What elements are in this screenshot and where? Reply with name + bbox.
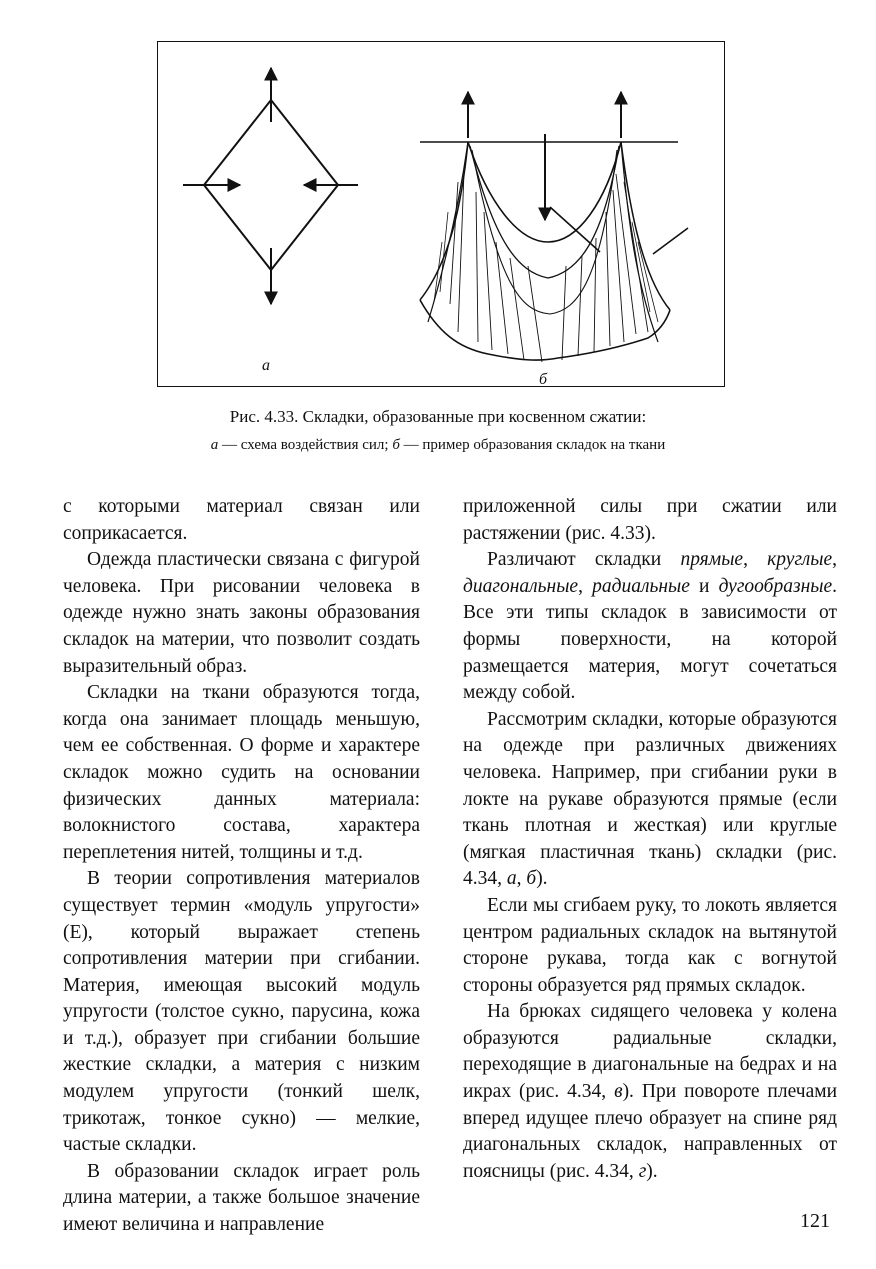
caption-text-a: — схема воздействия сил;	[218, 437, 393, 453]
paragraph: с которыми материал связан или соприкасается.	[63, 496, 420, 544]
figure-4-33	[157, 41, 725, 387]
caption-letter-a: а	[210, 437, 219, 453]
paragraph	[463, 999, 837, 1185]
paragraph: Если мы сгибаем руку, то локоть является центром радиальных складок на вытянутой стороне рукава, тогда как с вогнутой стороны образуется ряд прямых складок.	[463, 894, 837, 996]
folds-illustration	[158, 42, 726, 388]
page-number: 121	[800, 1210, 830, 1232]
term-straight: прямые	[680, 549, 744, 571]
paragraph-fold-types	[463, 547, 837, 707]
caption-letter-b: б	[392, 437, 400, 453]
figure-caption-title: Рис. 4.33. Складки, образованные при косвенном сжатии:	[229, 407, 647, 426]
force-scheme-diagram	[183, 68, 358, 304]
figure-ref-b: б	[526, 868, 537, 890]
caption-text-b: — пример образования складок на ткани	[399, 437, 666, 453]
fabric-folds-drawing	[420, 92, 688, 362]
text: ).	[536, 868, 548, 890]
term-diagonal: диагональные	[463, 575, 579, 597]
text: и	[689, 575, 719, 597]
text: На брюках сидящего человека у колена образуются радиальные складки, переходящие в диагональные на бедрах и на икрах (рис. 4.34,	[463, 1001, 837, 1103]
text: Рассмотрим складки, которые образуются на одежде при различных движениях человека. Например, при сгибании руки в локте на рукаве образуются прямые (если ткань плотная и жесткая) или круглые (мягкая пластичная ткань) складки (рис. 4.34,	[463, 708, 837, 890]
figure-label-b: б	[539, 371, 548, 388]
text: ,	[578, 575, 593, 597]
figure-ref-c: в	[614, 1081, 623, 1103]
left-column	[63, 494, 420, 1239]
paragraph: В образовании складок играет роль длина материи, а также большое значение имеют величина и направление	[63, 1160, 420, 1236]
figure-ref-a: а	[506, 868, 517, 890]
text: Различают складки	[487, 549, 681, 571]
paragraph: В теории сопротивления материалов существует термин «модуль упругости» (Е), который выражает степень сопротивления материи при сгибании. Материя, имеющая высокий модуль упругости (толстое сукно, парусина, кожа и т.д.), образует при сгибании большие жесткие складки, а материя с низким модулем упругости (тонкий шелк, трикотаж, тонкое сукно) — мелкие, частые складки.	[63, 868, 420, 1156]
text: ). При повороте плечами вперед идущее плечо образует на спине ряд диагональных складок, направленных от поясницы (рис. 4.34,	[463, 1081, 838, 1182]
figure-label-a: а	[262, 357, 270, 374]
text: ).	[646, 1160, 658, 1182]
figure-caption-legend	[120, 437, 756, 454]
text: . Все эти типы складок в зависимости от формы поверхности, на которой размещается материя, могут сочетаться между собой.	[463, 575, 838, 704]
paragraph	[463, 707, 837, 893]
text: ,	[743, 549, 768, 571]
figure-ref-d: г	[638, 1160, 647, 1182]
paragraph: приложенной силы при сжатии или растяжении (рис. 4.33).	[463, 496, 837, 544]
paragraph: Складки на ткани образуются тогда, когда она занимает площадь меньшую, чем ее собственная. О форме и характере складок можно судить на основании физических данных материала: волокнистого состава, характера переплетения нитей, толщины и т.д.	[63, 682, 420, 863]
right-column	[463, 494, 837, 1185]
text: ,	[832, 549, 838, 571]
paragraph: Одежда пластически связана с фигурой человека. При рисовании человека в одежде нужно знать законы образования складок на материи, что позволит создать выразительный образ.	[63, 549, 420, 677]
term-arched: дугообразные	[718, 575, 833, 597]
term-radial: радиальные	[592, 575, 690, 597]
term-round: круглые	[767, 549, 833, 571]
text: ,	[516, 868, 527, 890]
